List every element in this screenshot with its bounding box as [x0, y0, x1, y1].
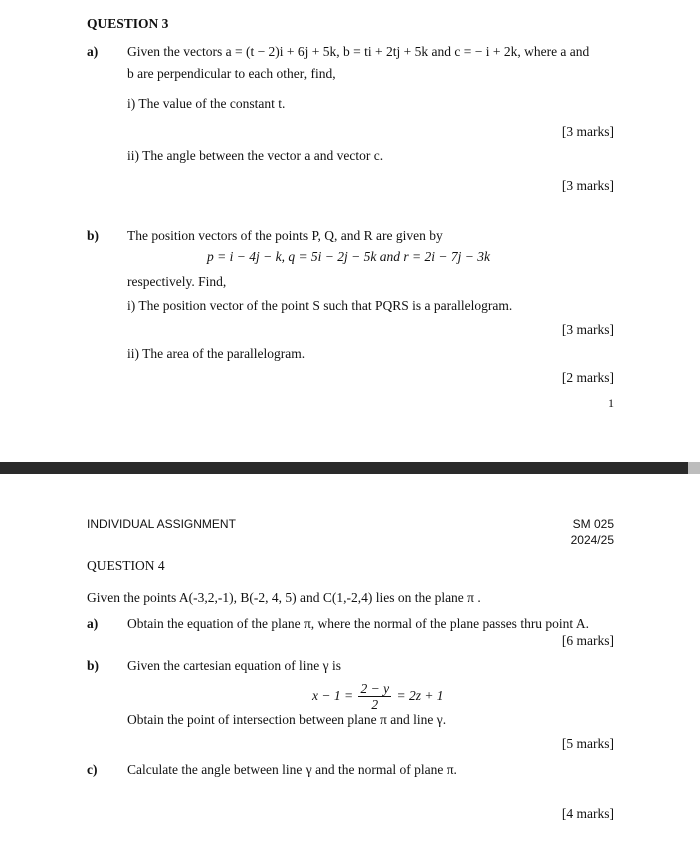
q3b-position-vectors: p = i − 4j − k, q = 5i − 2j − 5k and r = 2i − 7j − 3k	[207, 249, 490, 264]
q4-intro: Given the points A(-3,2,-1), B(-2, 4, 5) and C(1,-2,4) lies on the plane π .	[87, 590, 481, 605]
assignment-header: INDIVIDUAL ASSIGNMENT	[87, 517, 236, 531]
q3b-line3: respectively. Find,	[127, 274, 227, 289]
question-4-title: QUESTION 4	[87, 558, 165, 573]
q3b-part-i: i) The position vector of the point S such that PQRS is a parallelogram.	[127, 298, 513, 313]
equation-left: x − 1 =	[312, 688, 354, 703]
q3a-line2: b are perpendicular to each other, find,	[127, 66, 336, 81]
equation-right: = 2z + 1	[396, 688, 444, 703]
q4b-text2: Obtain the point of intersection between plane π and line γ.	[127, 712, 447, 727]
page-number: 1	[608, 396, 614, 410]
page-separator	[0, 462, 700, 474]
q4c-label: c)	[87, 762, 98, 777]
q3b-part-ii-marks: [2 marks]	[561, 370, 614, 385]
course-code: SM 025	[572, 517, 614, 531]
q4c-text: Calculate the angle between line γ and the normal of plane π.	[127, 762, 457, 777]
q3a-part-i: i) The value of the constant t.	[127, 96, 286, 111]
fraction-numerator: 2 − y	[360, 681, 390, 697]
q3b-part-ii: ii) The area of the parallelogram.	[127, 346, 306, 361]
q3a-label: a)	[87, 44, 99, 59]
q4b-text: Given the cartesian equation of line γ is	[127, 658, 342, 673]
q4b-marks: [5 marks]	[561, 736, 614, 751]
q4a-label: a)	[87, 616, 99, 631]
session: 2024/25	[570, 533, 614, 547]
equation-fraction	[358, 681, 391, 712]
page-2	[0, 474, 700, 853]
question-3-title: QUESTION 3	[87, 16, 169, 31]
q4a-text: Obtain the equation of the plane π, where the normal of the plane passes thru point A.	[127, 616, 589, 631]
q3a-part-ii: ii) The angle between the vector a and vector c.	[127, 148, 384, 163]
q4a-marks: [6 marks]	[561, 633, 614, 648]
fraction-denominator: 2	[371, 697, 379, 713]
line-equation	[312, 680, 444, 712]
q4c-marks: [4 marks]	[561, 806, 614, 821]
q4b-label: b)	[87, 658, 100, 673]
q3b-part-i-marks: [3 marks]	[561, 322, 614, 337]
q3a-part-ii-marks: [3 marks]	[561, 178, 614, 193]
q3a-line1: Given the vectors a = (t − 2)i + 6j + 5k, b = ti + 2tj + 5k and c = − i + 2k, where a and	[127, 44, 590, 59]
q3b-line1: The position vectors of the points P, Q, and R are given by	[127, 228, 443, 243]
separator-edge	[688, 462, 700, 474]
q3a-part-i-marks: [3 marks]	[561, 124, 614, 139]
q3b-label: b)	[87, 228, 100, 243]
